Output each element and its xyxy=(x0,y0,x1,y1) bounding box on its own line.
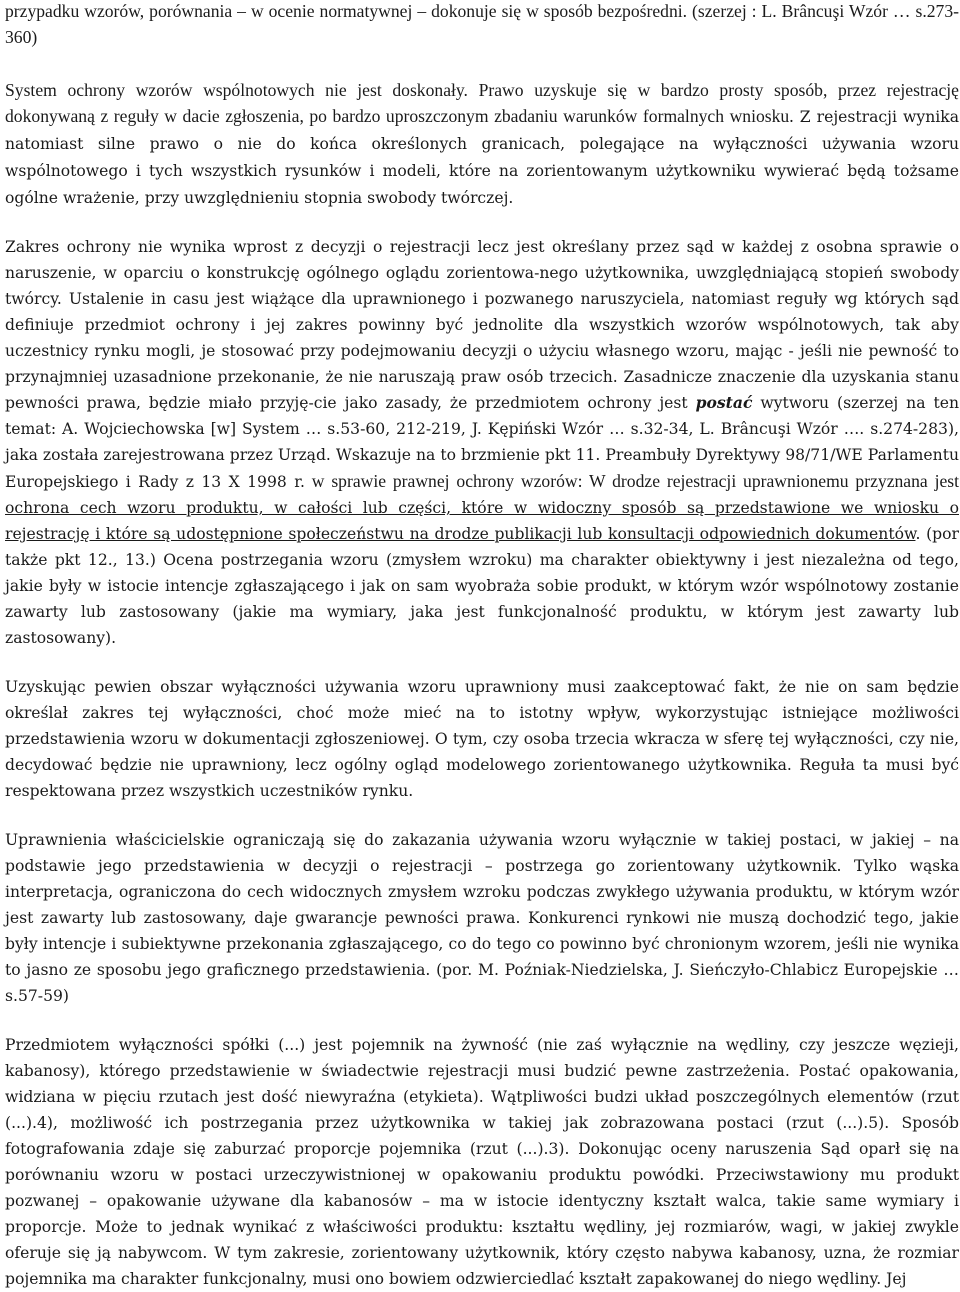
paragraph-text: . (por także pkt 12., 13.) Ocena postrzegania wzoru (zmysłem wzroku) ma charakter obiektywny i jest niezależna od tego, jakie były w istocie intencje zgłaszającego i jak on sam wyobraża sobie produkt, w którym wzór wspólnotowy zostanie zawarty lub zastosowany (jakie ma wymiary, jaka jest funkcjonalność produktu, w którym jest zawarty lub zastosowany). xyxy=(5,525,959,647)
paragraph-zakres-ochrony xyxy=(5,234,959,651)
paragraph-text: w sprawie prawnej ochrony wzorów: W drodze rejestracji uprawnionemu przyznana jest xyxy=(304,471,959,491)
paragraph-przedmiotem xyxy=(5,1032,959,1292)
paragraph-text: przypadku wzorów, porównania – w ocenie normatywnej – dokonuje się w sposób bezpośredni. (szerzej : L. Brâncuşi Wzór … s.273-360) xyxy=(5,1,959,47)
paragraph-uprawnienia xyxy=(5,827,959,1009)
paragraph-text: Zakres ochrony nie wynika wprost z decyzji o rejestracji lecz jest określany przez sąd w każdej z osobna sprawie o naruszenie, w oparciu o konstrukcję ogólnego oglądu zorientowa-nego użytkownika, uwzględniającą stopień swobody twórcy. Ustalenie in casu jest wiążące dla uprawnionego i pozwanego naruszyciela, natomiast reguły wg których sąd definiuje przedmiot ochrony i jej zakres powinny być jednolite dla wszystkich wzorów wspólnotowych, tak aby uczestnicy rynku mogli, je stosować przy podejmowaniu decyzji o użyciu własnego wzoru, mając - jeśli nie pewność to przynajmniej uzasadnione przekonanie, że nie naruszają praw osób trzecich. Zasadnicze znaczenie dla uzyskania stanu pewności prawa, będzie miało przyję-cie jako zasady, że przedmiotem ochrony jest xyxy=(5,238,959,412)
underlined-quote: ochrona cech wzoru produktu, w całości lub części, które w widoczny sposób są przedstawione we wniosku o rejestrację i które są udostępnione społeczeństwu na drodze publikacji lub konsultacji odpowiednich dokumentów xyxy=(5,499,959,543)
emphasis-postac: postać xyxy=(695,393,753,412)
paragraph-text: Z rejestracji wynika natomiast silne prawo o nie do końca określonych granicach, polegające na wyłączności używania wzoru wspólnotowego i tych wszystkich rysunków i modeli, które na zorientowanym użytkowniku wywierać będą tożsame ogólne wrażenie, przy uwzględnieniu stopnia swobody twórczej. xyxy=(5,108,959,207)
paragraph-text: Przedmiotem wyłączności spółki (...) jest pojemnik na żywność (nie zaś wyłącznie na wędliny, czy jeszcze węzieji, kabanosy), którego przedstawienie w świadectwie rejestracji musi budzić pewne zastrzeżenia. Postać opakowania, widziana w pięciu rzutach jest dość niewyraźna (etykieta). Wątpliwości budzi układ poszczególnych elementów (rzut (...).4), możliwość ich postrzegania przez użytkownika w takiej jak zobrazowana postaci (rzut (...).5). Sposób fotografowania zdaje się zaburzać proporcje pojemnika (rzut (...).3). Dokonując oceny naruszenia Sąd oparł się na porównaniu wzoru w postaci urzeczywistnionej w opakowaniu produktu powódki. Przeciwstawiony mu produkt pozwanej – opakowanie używane dla kabanosów – ma w istocie identyczny kształt walca, takie same wymiary i proporcje. Może to jednak wynikać z właściwości produktu: kształtu wędliny, jej rozmiarów, wagi, w jakiej zwykle oferuje się ją nabywcom. W tym zakresie, zorientowany użytkownik, który często nabywa kabanosy, uzna, że rozmiar pojemnika ma charakter funkcjonalny, musi ono bowiem odzwierciedlać kształt zapakowanej do niego wędliny. Jej xyxy=(5,1036,959,1288)
paragraph-text: wytworu (szerzej na ten temat: A. Wojciechowska [w] System … s.53-60, 212-219, J. Kępiński Wzór … s.32-34, L. Brâncuşi Wzór …. s.274-283), jaka została zarejestrowana przez Urząd. Wskazuje na to brzmienie pkt 11. Preambuły Dyrektywy 98/71/WE Parlamentu Europejskiego i Rady z 13 X 1998 r. xyxy=(5,394,959,491)
paragraph-uzyskujac xyxy=(5,674,959,804)
paragraph-text: Uprawnienia właścicielskie ograniczają się do zakazania używania wzoru wyłącznie w takiej postaci, w jakiej – na podstawie jego przedstawienia w decyzji o rejestracji – postrzega go zorientowany użytkownik. Tylko wąska interpretacja, ograniczona do cech widocznych zmysłem wzroku podczas zwykłego używania produktu, w którym wzór jest zawarty lub zastosowany, daje gwarancje pewności prawa. Konkurenci rynkowi nie muszą dochodzić tego, jakie były intencje i subiektywne przekonania zgłaszającego, co do tego co powinno być chronionym wzorem, jeśli nie wynika to jasno ze sposobu jego graficznego przedstawienia. (por. M. Poźniak-Niedzielska, J. Sieńczyło-Chlabicz Europejskie … s.57-59) xyxy=(5,831,959,1005)
paragraph-continuation xyxy=(5,0,959,50)
paragraph-system-ochrony xyxy=(5,77,959,211)
paragraph-text: System ochrony wzorów wspólnotowych nie jest doskonały. Prawo uzyskuje się w bardzo prosty sposób, przez rejestrację dokonywaną z reguły w dacie zgłoszenia, po bardzo uproszczonym zbadaniu warunków formalnych wniosku. xyxy=(5,80,959,126)
paragraph-text: Uzyskując pewien obszar wyłączności używania wzoru uprawniony musi zaakceptować fakt, że nie on sam będzie określał zakres tej wyłączności, choć może mieć na to istotny wpływ, wykorzystując istniejące możliwości przedstawienia wzoru w dokumentacji zgłoszeniowej. O tym, czy osoba trzecia wkracza w sferę tej wyłączności, czy nie, decydować będzie nie uprawniony, lecz ogólny ogląd modelowego zorientowanego użytkownika. Reguła ta musi być respektowana przez wszystkich uczestników rynku. xyxy=(5,678,959,800)
